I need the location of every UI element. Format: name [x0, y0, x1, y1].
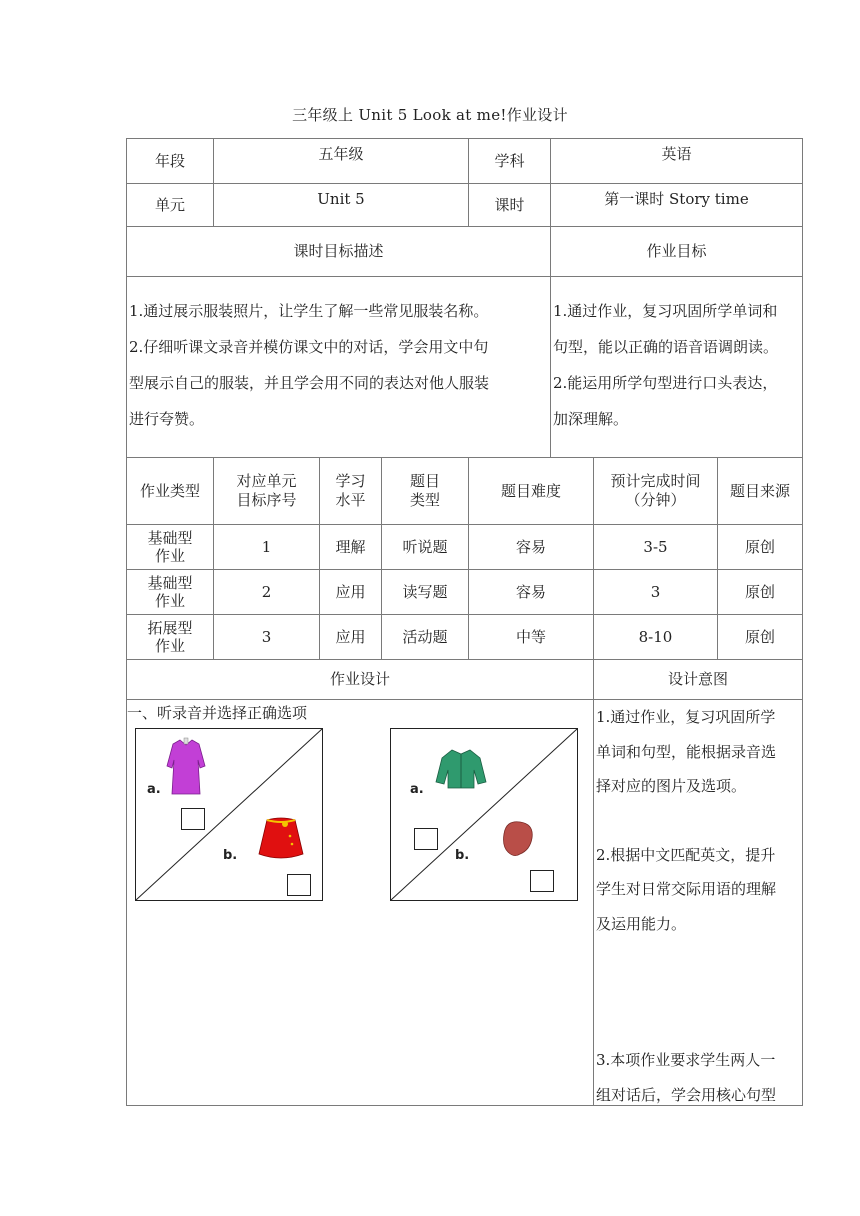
homework-goal-line: 句型，能以正确的语音语调朗读。 — [553, 338, 779, 356]
picture-card-left — [135, 728, 323, 901]
intent-line: 及运用能力。 — [596, 914, 687, 933]
lesson-goal-line: 型展示自己的服装，并且学会用不同的表达对他人服装 — [129, 374, 490, 392]
grade-value: 五年级 — [213, 138, 469, 184]
col-header-time — [593, 457, 718, 525]
col-header-level-line: 学习 — [335, 472, 366, 491]
unit-label: 单元 — [126, 183, 214, 227]
homework-goal-line: 2.能运用所学句型进行口头表达， — [553, 374, 778, 392]
page-title: 三年级上 Unit 5 Look at me!作业设计 — [292, 106, 568, 124]
intent-line: 择对应的图片及选项。 — [596, 777, 747, 795]
cap-icon — [498, 818, 536, 860]
col-header-question-type — [381, 457, 469, 525]
col-header-source: 题目来源 — [717, 457, 803, 525]
design-content — [126, 699, 594, 1106]
homework-goal-header: 作业目标 — [550, 226, 803, 277]
table-cell-time: 3 — [593, 569, 718, 615]
table-cell-difficulty: 中等 — [468, 614, 594, 660]
col-header-question-type-line: 类型 — [409, 491, 440, 509]
design-header: 作业设计 — [126, 659, 594, 700]
homework-goal-line: 加深理解。 — [553, 410, 629, 428]
picture-card-right — [390, 728, 578, 901]
table-row-type — [126, 614, 214, 660]
intent-line — [596, 941, 800, 975]
table-cell-source: 原创 — [717, 614, 803, 660]
intent-line — [596, 1009, 800, 1043]
intent-line: 2.根据中文匹配英文，提升 — [596, 845, 776, 864]
table-row-type — [126, 524, 214, 570]
table-cell-level: 应用 — [319, 569, 382, 615]
table-cell-time: 3-5 — [593, 524, 718, 570]
period-value: 第一课时 Story time — [550, 183, 803, 227]
table-cell-source: 原创 — [717, 569, 803, 615]
lesson-goal-line: 1.通过展示服装照片，让学生了解一些常见服装名称。 — [129, 302, 489, 320]
col-header-goal-no-line: 对应单元 — [236, 472, 297, 491]
table-cell-level: 理解 — [319, 524, 382, 570]
col-header-question-type-line: 题目 — [409, 472, 440, 491]
type-line: 作业 — [154, 592, 185, 610]
subject-label: 学科 — [468, 138, 551, 184]
type-line: 作业 — [154, 637, 185, 655]
col-header-goal-no-line: 目标序号 — [236, 491, 297, 509]
type-line: 拓展型 — [147, 619, 193, 637]
lesson-goal-header: 课时目标描述 — [126, 226, 551, 277]
col-header-level-line: 水平 — [335, 491, 366, 509]
lesson-goal-line: 进行夸赞。 — [129, 410, 205, 428]
homework-goal-line: 1.通过作业，复习巩固所学单词和 — [553, 302, 778, 320]
option-a-label: a. — [147, 782, 161, 797]
intent-line: 组对话后，学会用核心句型 — [596, 1085, 777, 1104]
table-cell-source: 原创 — [717, 524, 803, 570]
dress-icon — [165, 736, 207, 798]
table-row-type — [126, 569, 214, 615]
table-cell-goal-no: 1 — [213, 524, 320, 570]
col-header-goal-no — [213, 457, 320, 525]
type-line: 基础型 — [147, 529, 193, 547]
col-header-difficulty: 题目难度 — [468, 457, 594, 525]
table-cell-question-type: 活动题 — [381, 614, 469, 660]
type-line: 基础型 — [147, 574, 193, 592]
checkbox-b[interactable] — [287, 874, 311, 896]
intent-line — [596, 804, 800, 838]
table-cell-difficulty: 容易 — [468, 524, 594, 570]
lesson-goal-line: 2.仔细听课文录音并模仿课文中的对话，学会用文中句 — [129, 338, 489, 356]
homework-goal-text — [550, 276, 803, 458]
intent-header: 设计意图 — [593, 659, 803, 700]
table-cell-difficulty: 容易 — [468, 569, 594, 615]
col-header-type: 作业类型 — [126, 457, 214, 525]
checkbox-a[interactable] — [181, 808, 205, 830]
jacket-icon — [434, 746, 488, 792]
table-cell-goal-no: 2 — [213, 569, 320, 615]
lesson-goal-text — [126, 276, 551, 458]
checkbox-b[interactable] — [530, 870, 554, 892]
table-cell-level: 应用 — [319, 614, 382, 660]
intent-line: 单词和句型，能根据录音选 — [596, 742, 777, 761]
table-cell-time: 8-10 — [593, 614, 718, 660]
intent-line: 学生对日常交际用语的理解 — [596, 880, 777, 898]
question1-title: 一、听录音并选择正确选项 — [127, 704, 308, 722]
grade-label: 年段 — [126, 138, 214, 184]
option-a-label: a. — [410, 782, 424, 797]
type-line: 作业 — [154, 547, 185, 565]
option-b-label: b. — [223, 848, 238, 863]
intent-line: 1.通过作业，复习巩固所学 — [596, 708, 776, 726]
col-header-time-line: （分钟） — [625, 491, 686, 509]
period-label: 课时 — [468, 183, 551, 227]
intent-line: 3.本项作业要求学生两人一 — [596, 1051, 776, 1069]
intent-line — [596, 975, 800, 1009]
col-header-level — [319, 457, 382, 525]
col-header-time-line: 预计完成时间 — [610, 472, 701, 491]
table-cell-question-type: 读写题 — [381, 569, 469, 615]
unit-value: Unit 5 — [213, 183, 469, 227]
table-cell-question-type: 听说题 — [381, 524, 469, 570]
subject-value: 英语 — [550, 138, 803, 184]
skirt-icon — [255, 814, 307, 862]
intent-text — [593, 699, 803, 1106]
table-cell-goal-no: 3 — [213, 614, 320, 660]
checkbox-a[interactable] — [414, 828, 438, 850]
option-b-label: b. — [455, 848, 470, 863]
